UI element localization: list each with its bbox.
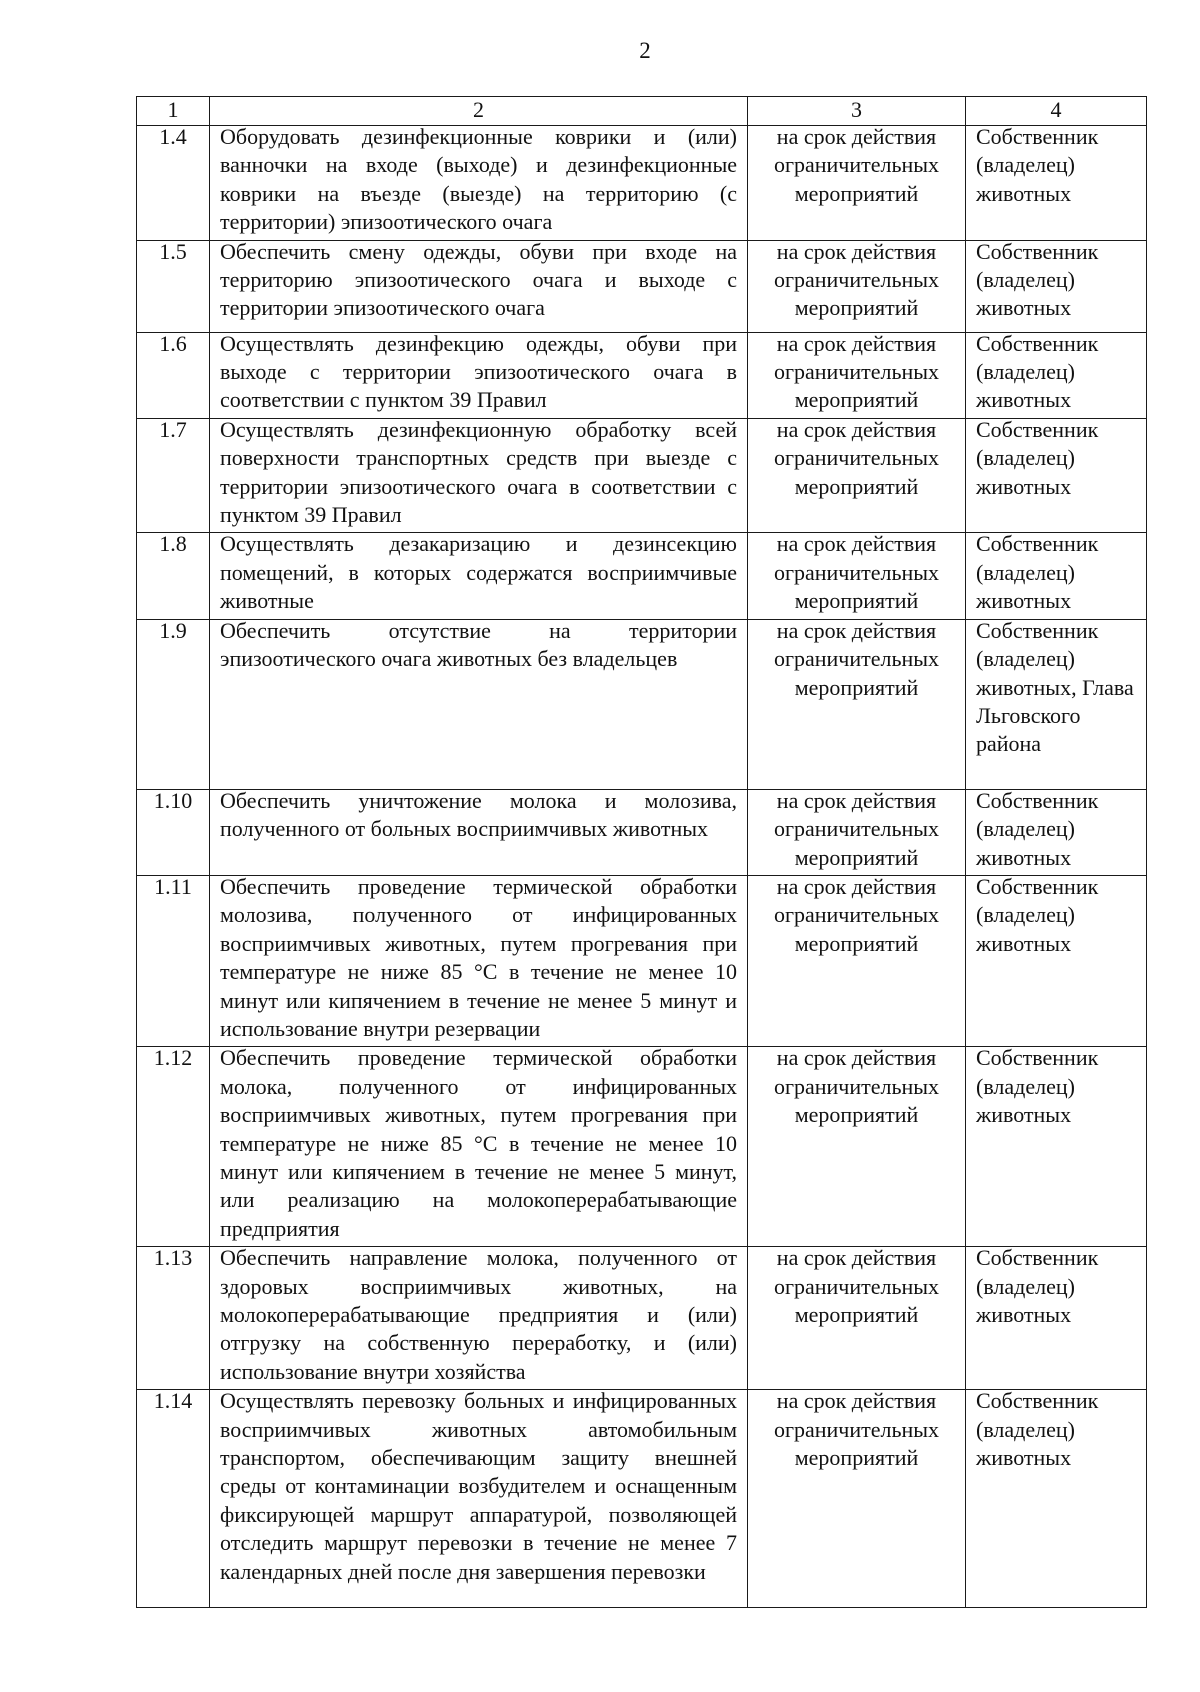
table-row xyxy=(137,619,1147,789)
row-term xyxy=(748,332,966,418)
row-term xyxy=(748,1247,966,1390)
row-number-text: 1.13 xyxy=(153,1245,193,1271)
row-number-text: 1.9 xyxy=(159,617,187,643)
row-responsible xyxy=(966,1047,1147,1247)
row-responsible xyxy=(966,418,1147,533)
header-col-3: 3 xyxy=(748,97,966,126)
row-responsible-text: Собственник (владелец) животных xyxy=(976,416,1099,499)
table-row xyxy=(137,332,1147,418)
row-term-text: на срок действия ограничительных мероприятий xyxy=(773,531,940,614)
row-term-text: на срок действия ограничительных мероприятий xyxy=(773,238,940,321)
table-row xyxy=(137,240,1147,332)
row-term xyxy=(748,533,966,619)
table-row xyxy=(137,418,1147,533)
row-action-text: Обеспечить смену одежды, обуви при входе на территорию эпизоотического очага и выходе с территории эпизоотического очага xyxy=(220,238,737,321)
row-number-text: 1.14 xyxy=(153,1388,193,1414)
row-number-text: 1.7 xyxy=(159,416,187,442)
table-row xyxy=(137,875,1147,1046)
row-action xyxy=(210,875,748,1046)
row-responsible-text: Собственник (владелец) животных xyxy=(976,787,1099,870)
row-responsible xyxy=(966,332,1147,418)
row-action-text: Осуществлять дезинфекционную обработку всей поверхности транспортных средств при выезде с территории эпизоотического очага в соответствии с пунктом 39 Правил xyxy=(220,416,737,528)
row-number xyxy=(137,240,210,332)
row-action-text: Обеспечить уничтожение молока и молозива, полученного от больных восприимчивых животных xyxy=(220,787,737,842)
row-action-text: Осуществлять дезакаризацию и дезинсекцию помещений, в которых содержатся восприимчивые животные xyxy=(220,531,737,614)
table-row xyxy=(137,1047,1147,1247)
row-action xyxy=(210,418,748,533)
row-responsible-text: Собственник (владелец) животных xyxy=(976,330,1099,413)
row-number xyxy=(137,332,210,418)
row-number xyxy=(137,418,210,533)
row-action-text: Оборудовать дезинфекционные коврики и (или) ванночки на входе (выходе) и дезинфекционные коврики на въезде (выезде) на территорию (с территории) эпизоотического очага xyxy=(220,124,737,235)
table-row xyxy=(137,789,1147,875)
row-responsible xyxy=(966,1247,1147,1390)
row-number-text: 1.8 xyxy=(159,531,187,557)
row-term-text: на срок действия ограничительных мероприятий xyxy=(773,1245,940,1327)
row-term-text: на срок действия ограничительных мероприятий xyxy=(773,330,940,413)
header-col-2: 2 xyxy=(210,97,748,126)
row-action xyxy=(210,1390,748,1608)
row-responsible xyxy=(966,1390,1147,1608)
row-number xyxy=(137,1047,210,1247)
row-term xyxy=(748,126,966,241)
row-number xyxy=(137,1390,210,1608)
row-action-text: Обеспечить отсутствие на территории эпизоотического очага животных без владельцев xyxy=(220,617,737,672)
row-responsible-text: Собственник (владелец) животных xyxy=(976,1388,1099,1471)
table-row xyxy=(137,1247,1147,1390)
table-row xyxy=(137,1390,1147,1608)
row-responsible-text: Собственник (владелец) животных, Глава Льговского района xyxy=(976,617,1134,757)
header-col-1: 1 xyxy=(137,97,210,126)
row-term-text: на срок действия ограничительных мероприятий xyxy=(773,873,940,956)
row-number xyxy=(137,126,210,241)
row-term xyxy=(748,789,966,875)
row-term-text: на срок действия ограничительных мероприятий xyxy=(773,617,940,700)
row-term xyxy=(748,1390,966,1608)
row-term xyxy=(748,1047,966,1247)
row-term xyxy=(748,418,966,533)
row-action-text: Осуществлять дезинфекцию одежды, обуви при выходе с территории эпизоотического очага в соответствии с пунктом 39 Правил xyxy=(220,330,737,413)
row-term-text: на срок действия ограничительных мероприятий xyxy=(773,1045,940,1128)
measures-table xyxy=(136,96,1147,1608)
row-term-text: на срок действия ограничительных мероприятий xyxy=(773,1388,940,1471)
row-responsible xyxy=(966,126,1147,241)
row-number-text: 1.12 xyxy=(153,1045,193,1071)
row-action xyxy=(210,1247,748,1390)
row-number-text: 1.4 xyxy=(159,124,187,149)
row-responsible xyxy=(966,619,1147,789)
row-responsible xyxy=(966,533,1147,619)
row-action-text: Обеспечить проведение термической обработки молозива, полученного от инфицированных восприимчивых животных, путем прогревания при температуре не ниже 85 °С в течение не менее 10 минут или кипячением в течение не менее 5 минут и использование внутри резервации xyxy=(220,873,737,1041)
row-action-text: Обеспечить направление молока, полученного от здоровых восприимчивых животных, на молокоперерабатывающие предприятия и (или) отгрузку на собственную переработку, и (или) использование внутри хозяйства xyxy=(220,1245,737,1384)
row-action xyxy=(210,1047,748,1247)
row-responsible xyxy=(966,875,1147,1046)
row-action-text: Осуществлять перевозку больных и инфицированных восприимчивых животных автомобильным транспортом, обеспечивающим защиту внешней среды от контаминации возбудителем и оснащенным фиксирующей маршрут аппаратурой, позволяющей отследить маршрут перевозки в течение не менее 7 календарных дней после дня завершения перевозки xyxy=(220,1388,737,1584)
row-number-text: 1.6 xyxy=(159,330,187,356)
row-action xyxy=(210,332,748,418)
row-responsible xyxy=(966,240,1147,332)
row-responsible-text: Собственник (владелец) животных xyxy=(976,531,1099,614)
row-term xyxy=(748,875,966,1046)
table-header-row xyxy=(137,97,1147,126)
page-number: 2 xyxy=(639,38,651,63)
row-term xyxy=(748,619,966,789)
row-number-text: 1.11 xyxy=(154,873,192,899)
row-action xyxy=(210,240,748,332)
row-responsible-text: Собственник (владелец) животных xyxy=(976,1245,1099,1327)
row-responsible-text: Собственник (владелец) животных xyxy=(976,238,1099,321)
row-number xyxy=(137,789,210,875)
row-term xyxy=(748,240,966,332)
table-row xyxy=(137,533,1147,619)
row-action xyxy=(210,126,748,241)
row-number xyxy=(137,533,210,619)
row-action xyxy=(210,619,748,789)
table-row xyxy=(137,126,1147,241)
row-responsible-text: Собственник (владелец) животных xyxy=(976,124,1099,206)
row-term-text: на срок действия ограничительных мероприятий xyxy=(773,124,940,206)
row-responsible xyxy=(966,789,1147,875)
header-col-4: 4 xyxy=(966,97,1147,126)
row-term-text: на срок действия ограничительных мероприятий xyxy=(773,787,940,870)
row-action-text: Обеспечить проведение термической обработки молока, полученного от инфицированных восприимчивых животных, путем прогревания при температуре не ниже 85 °С в течение не менее 10 минут или кипячением в течение не менее 5 минут, или реализацию на молокоперерабатывающие предприятия xyxy=(220,1045,737,1241)
row-responsible-text: Собственник (владелец) животных xyxy=(976,1045,1099,1128)
row-action xyxy=(210,789,748,875)
row-action xyxy=(210,533,748,619)
row-number-text: 1.5 xyxy=(159,238,187,264)
row-number xyxy=(137,619,210,789)
row-term-text: на срок действия ограничительных мероприятий xyxy=(773,416,940,499)
row-number xyxy=(137,875,210,1046)
row-number-text: 1.10 xyxy=(153,787,193,813)
row-responsible-text: Собственник (владелец) животных xyxy=(976,873,1099,956)
row-number xyxy=(137,1247,210,1390)
